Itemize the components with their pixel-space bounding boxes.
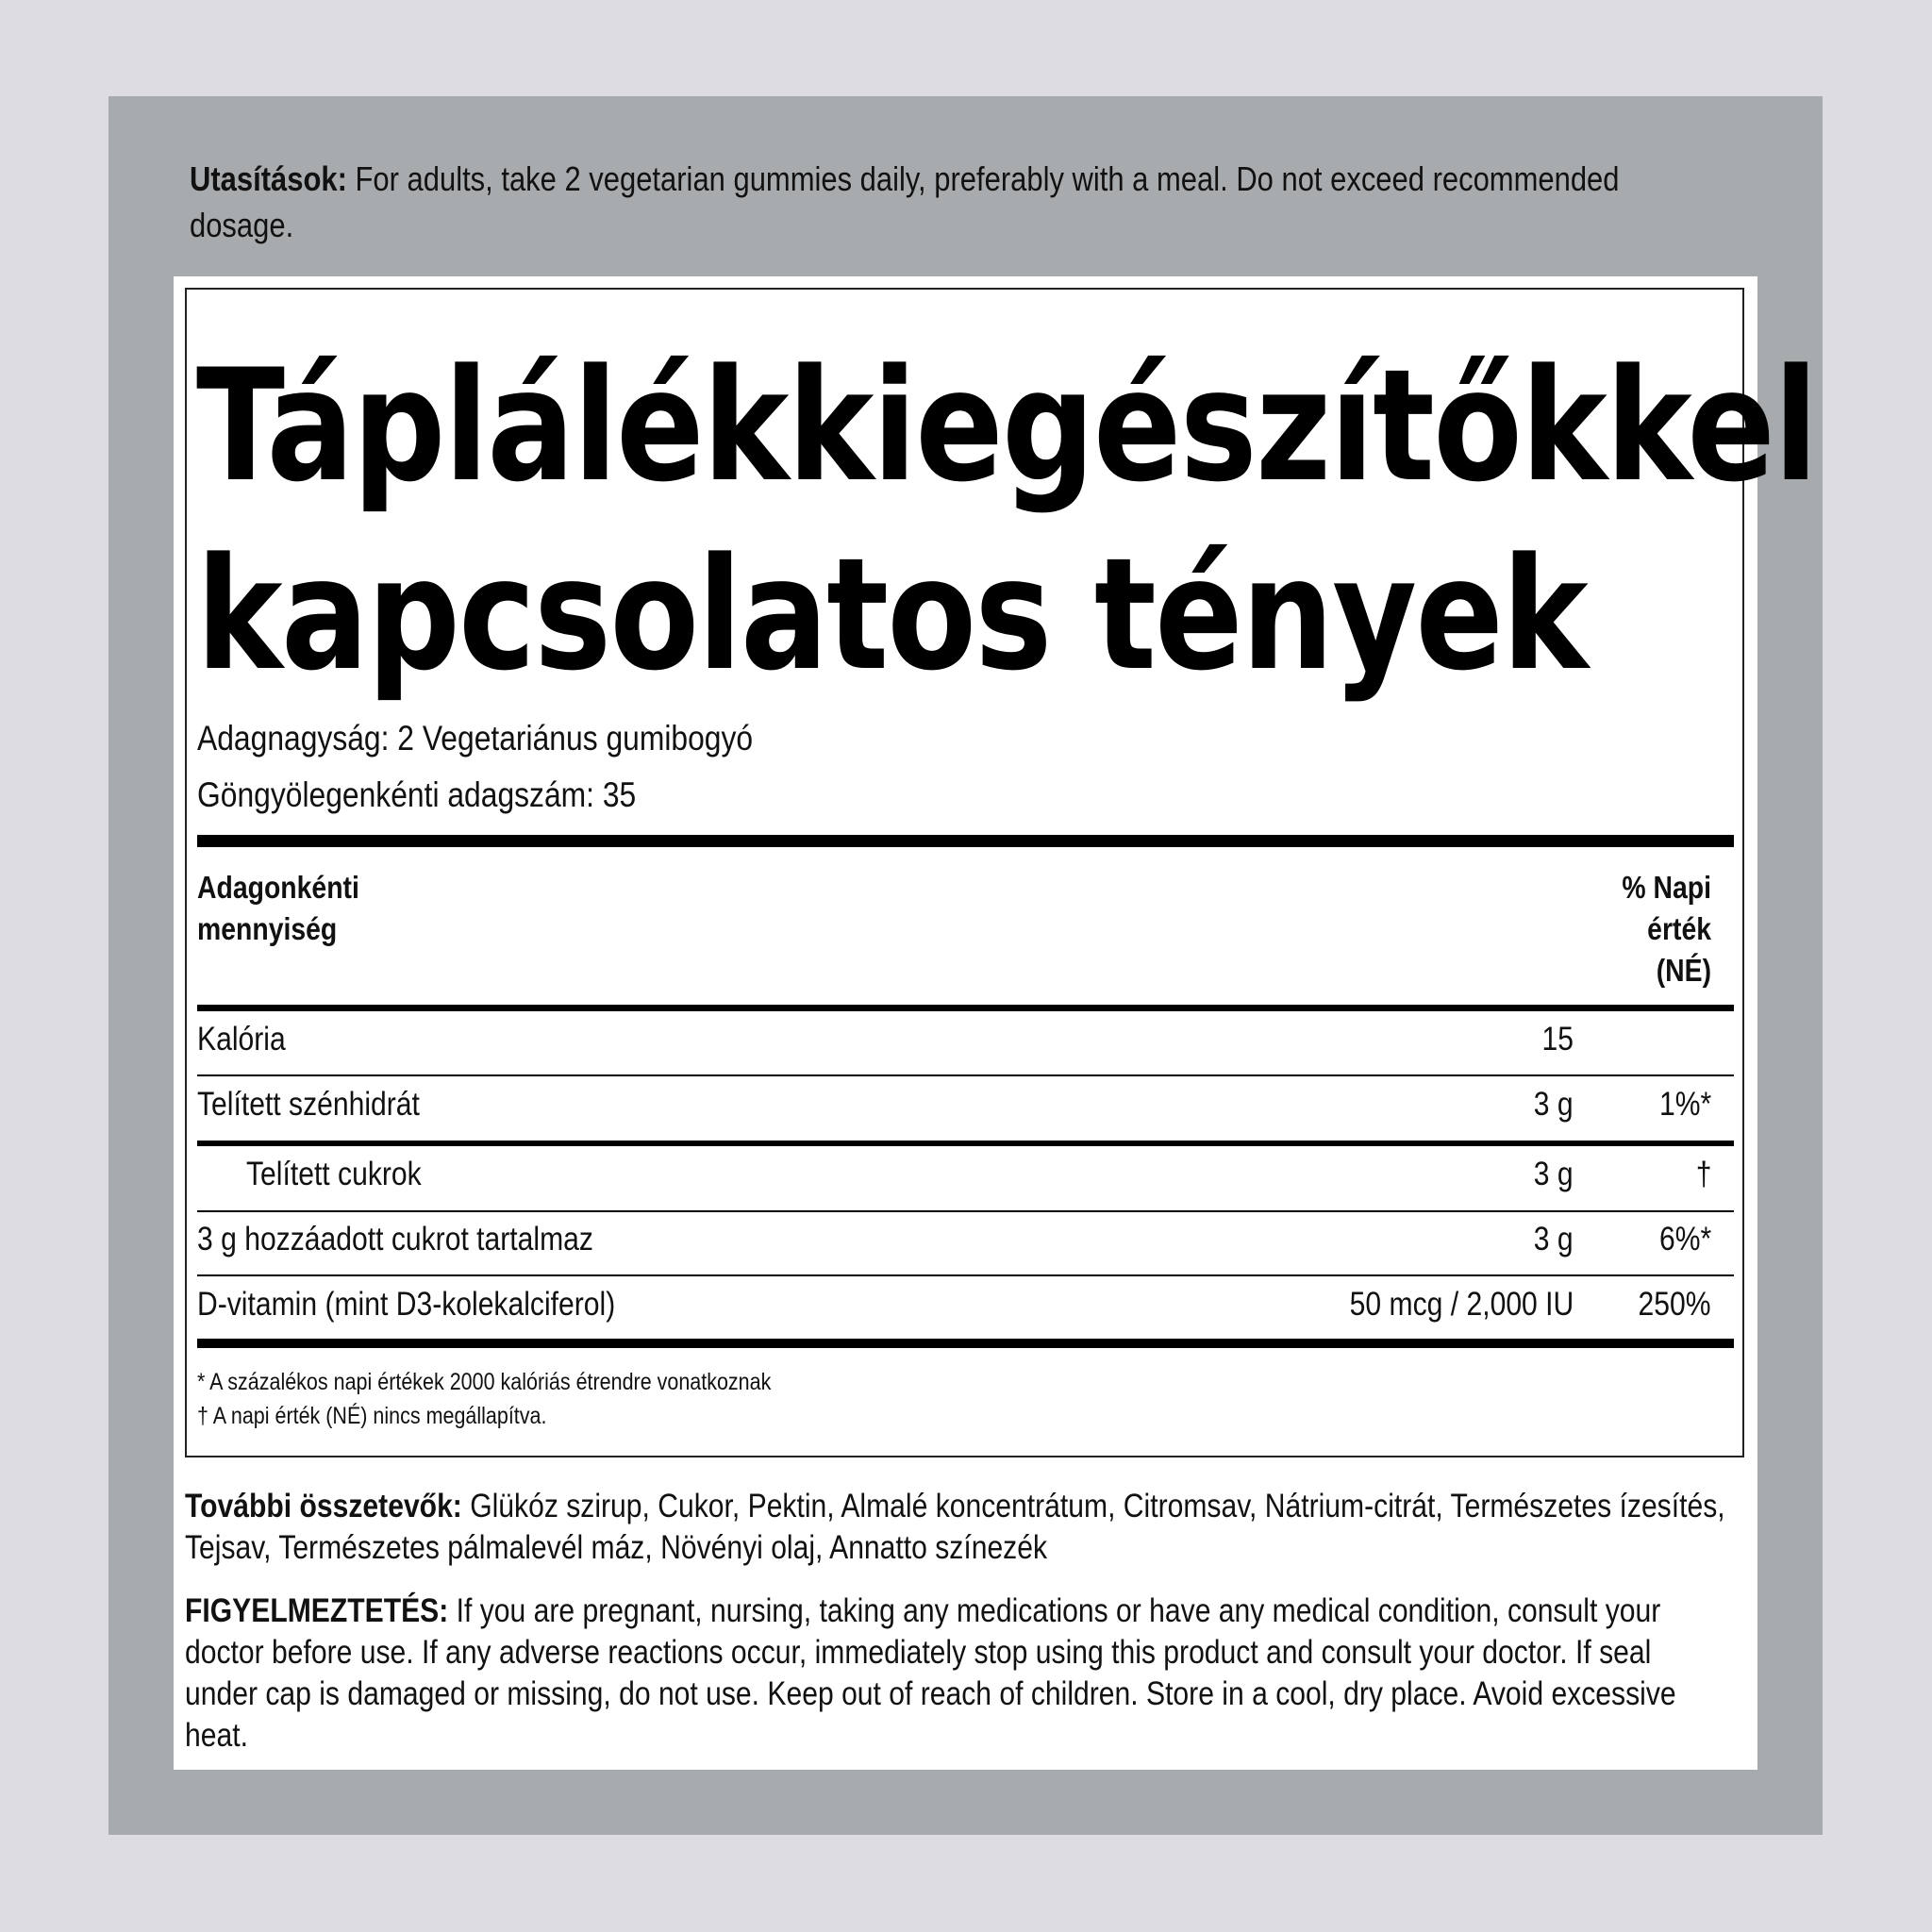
other-ingredients-body: Glükóz szirup, Cukor, Pektin, Almalé koncentrátum, Citromsav, Nátrium-citrát, Természetes ízesítés, Tejsav, Természetes pálmalevél máz, Növényi olaj, Annatto színezék <box>185 1488 1725 1566</box>
warning <box>185 1591 1726 1757</box>
nutrient-name-sugars: Telített cukrok <box>246 1156 422 1192</box>
other-ingredients-label: További összetevők: <box>185 1488 462 1524</box>
warning-body: If you are pregnant, nursing, taking any medications or have any medical condition, consult your doctor before use. If any adverse reactions occur, immediately stop using this product and consult your doctor. If seal under cap is damaged or missing, do not use. Keep out of reach of children. Store in a cool, dry place. Avoid excessive heat. <box>185 1592 1676 1754</box>
daily-value-header <box>1622 867 1711 991</box>
header-divider <box>197 1005 1734 1011</box>
nutrient-dv-added-sugars: 6%* <box>1658 1221 1711 1257</box>
row-divider <box>197 1210 1734 1212</box>
title-line-1: Táplálékkiegészítőkkel <box>196 336 1817 516</box>
warning-label: FIGYELMEZTETÉS: <box>185 1592 449 1629</box>
directions-body: For adults, take 2 vegetarian gummies daily, preferably with a meal. Do not exceed recommended dosage. <box>190 159 1620 244</box>
nutrient-dv-vitamin-d: 250% <box>1639 1286 1711 1323</box>
nutrient-amount-calories: 15 <box>1541 1021 1574 1058</box>
nutrient-dv-sugars: † <box>1695 1156 1711 1192</box>
nutrient-name-vitamin-d: D-vitamin (mint D3-kolekalciferol) <box>197 1286 616 1323</box>
footnote-percent-daily-value: * A százalékos napi értékek 2000 kalóriás étrendre vonatkoznak <box>197 1369 772 1395</box>
directions-label: Utasítások: <box>190 159 347 198</box>
row-divider-thick <box>197 1141 1734 1146</box>
header-right-line-2: érték <box>1647 911 1711 946</box>
nutrient-name-calories: Kalória <box>197 1021 286 1058</box>
nutrient-amount-added-sugars: 3 g <box>1534 1221 1574 1257</box>
header-left-line-1: Adagonkénti <box>197 870 359 905</box>
serving-size: Adagnagyság: 2 Vegetariánus gumibogyó <box>197 719 754 758</box>
nutrient-name-added-sugars: 3 g hozzáadott cukrot tartalmaz <box>197 1221 593 1257</box>
nutrient-amount-vitamin-d: 50 mcg / 2,000 IU <box>1349 1286 1574 1323</box>
row-divider <box>197 1074 1734 1076</box>
directions-text <box>190 156 1661 248</box>
nutrient-name-carbohydrate: Telített szénhidrát <box>197 1086 420 1123</box>
nutrient-amount-carbohydrate: 3 g <box>1534 1086 1574 1123</box>
header-right-line-3: (NÉ) <box>1656 953 1711 988</box>
header-right-line-1: % Napi <box>1622 870 1711 905</box>
thick-divider-bottom <box>197 1339 1734 1348</box>
nutrient-amount-sugars: 3 g <box>1534 1156 1574 1192</box>
title-line-2: kapcsolatos tények <box>196 525 1588 705</box>
nutrient-dv-carbohydrate: 1%* <box>1658 1086 1711 1123</box>
header-left-line-2: mennyiség <box>197 911 338 946</box>
thick-divider-top <box>197 835 1734 847</box>
row-divider <box>197 1274 1734 1276</box>
servings-per-container: Göngyölegenkénti adagszám: 35 <box>197 775 637 814</box>
supplement-facts-title <box>196 332 1817 709</box>
other-ingredients <box>185 1486 1726 1569</box>
amount-per-serving-header <box>197 867 359 950</box>
footnote-dagger: † A napi érték (NÉ) nincs megállapítva. <box>197 1403 547 1429</box>
